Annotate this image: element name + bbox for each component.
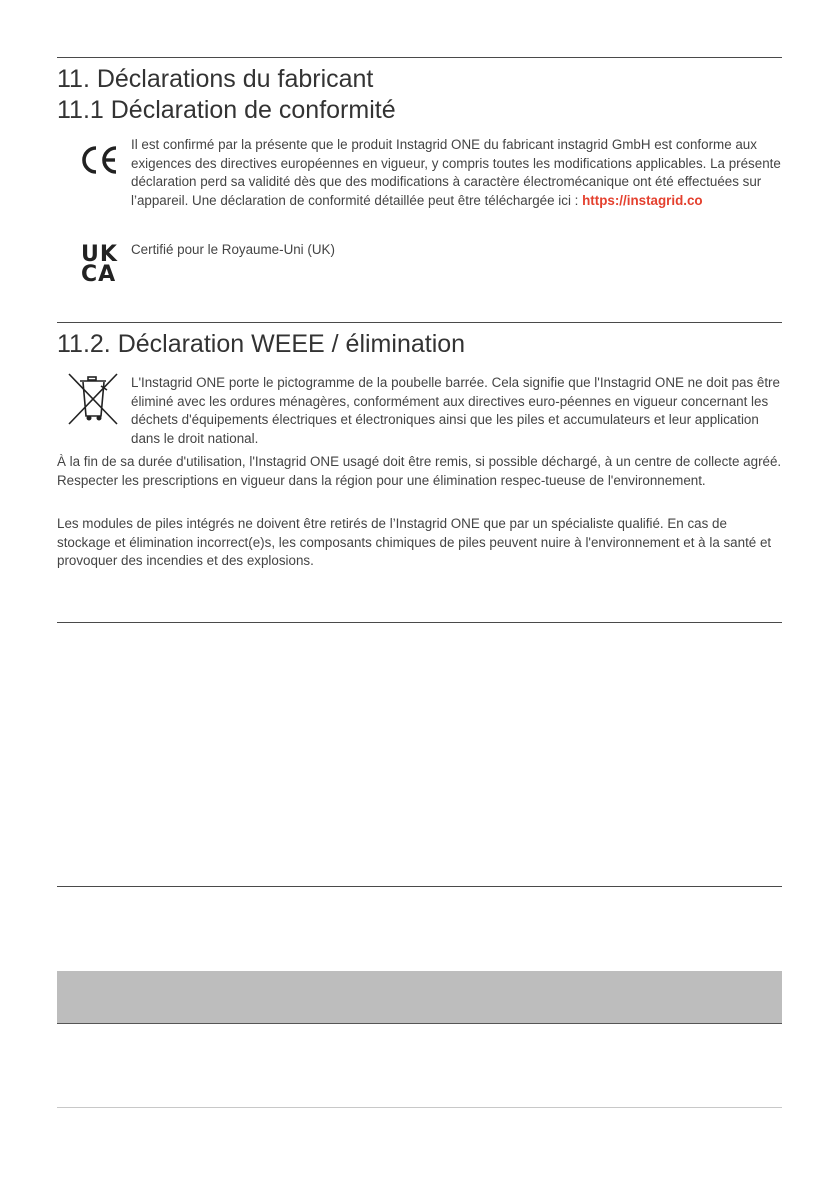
ce-mark-icon: [78, 144, 120, 176]
section-divider: [57, 322, 782, 323]
end-of-life-paragraph: À la fin de sa durée d'utilisation, l'Instagrid ONE usagé doit être remis, si possible déchargé, à un centre de collecte agréé. Respecter les prescriptions en vigueur dans la région pour une élimination respec-tueuse de l'environnement.: [57, 454, 782, 488]
conformity-link[interactable]: https://instagrid.co: [582, 192, 703, 208]
empty-rule-1: [57, 622, 782, 623]
weee-paragraph: L'Instagrid ONE porte le pictogramme de la poubelle barrée. Cela signifie que l'Instagrid ONE ne doit pas être éliminé avec les ordures ménagères, conformément aux directives euro-péennes en vigueur concernant les déchets d'équipements électriques et électroniques ainsi que les piles et accumulateurs et leur application dans le droit national.: [131, 375, 780, 446]
ukca-mark-icon: [81, 242, 118, 287]
conformity-text: Il est confirmé par la présente que le produit Instagrid ONE du fabricant instagrid GmbH est conforme aux exigences des directives européennes en vigueur, y compris toutes les modifications applicables. La présente déclaration perd sa validité dès que des modifications à caractère électromécanique ont été effectuées sur l’appareil. Une déclaration de conformité détaillée peut être téléchargée ici :: [131, 137, 781, 208]
gray-band: [57, 971, 782, 1024]
section-subtitle: 11.1 Déclaration de conformité: [57, 96, 396, 124]
empty-rule-2: [57, 886, 782, 887]
ukca-mark-line1: UK: [81, 242, 118, 267]
weee-section-title: 11.2. Déclaration WEEE / élimination: [57, 330, 466, 358]
footer-rule: [57, 1107, 782, 1108]
ukca-mark-line2: CA: [81, 262, 117, 287]
section-title: 11. Déclarations du fabricant: [57, 65, 374, 93]
battery-paragraph: Les modules de piles intégrés ne doivent être retirés de l’Instagrid ONE que par un spécialiste qualifié. En cas de stockage et élimination incorrect(e)s, les composants chimiques de piles peuvent nuire à l'environnement et à la santé et provoquer des incendies et des explosions.: [57, 516, 772, 569]
uk-certified-text: Certifié pour le Royaume-Uni (UK): [131, 242, 335, 257]
top-rule: [57, 57, 782, 58]
crossed-out-bin-icon: [67, 372, 119, 426]
conformity-paragraph: [131, 136, 783, 210]
